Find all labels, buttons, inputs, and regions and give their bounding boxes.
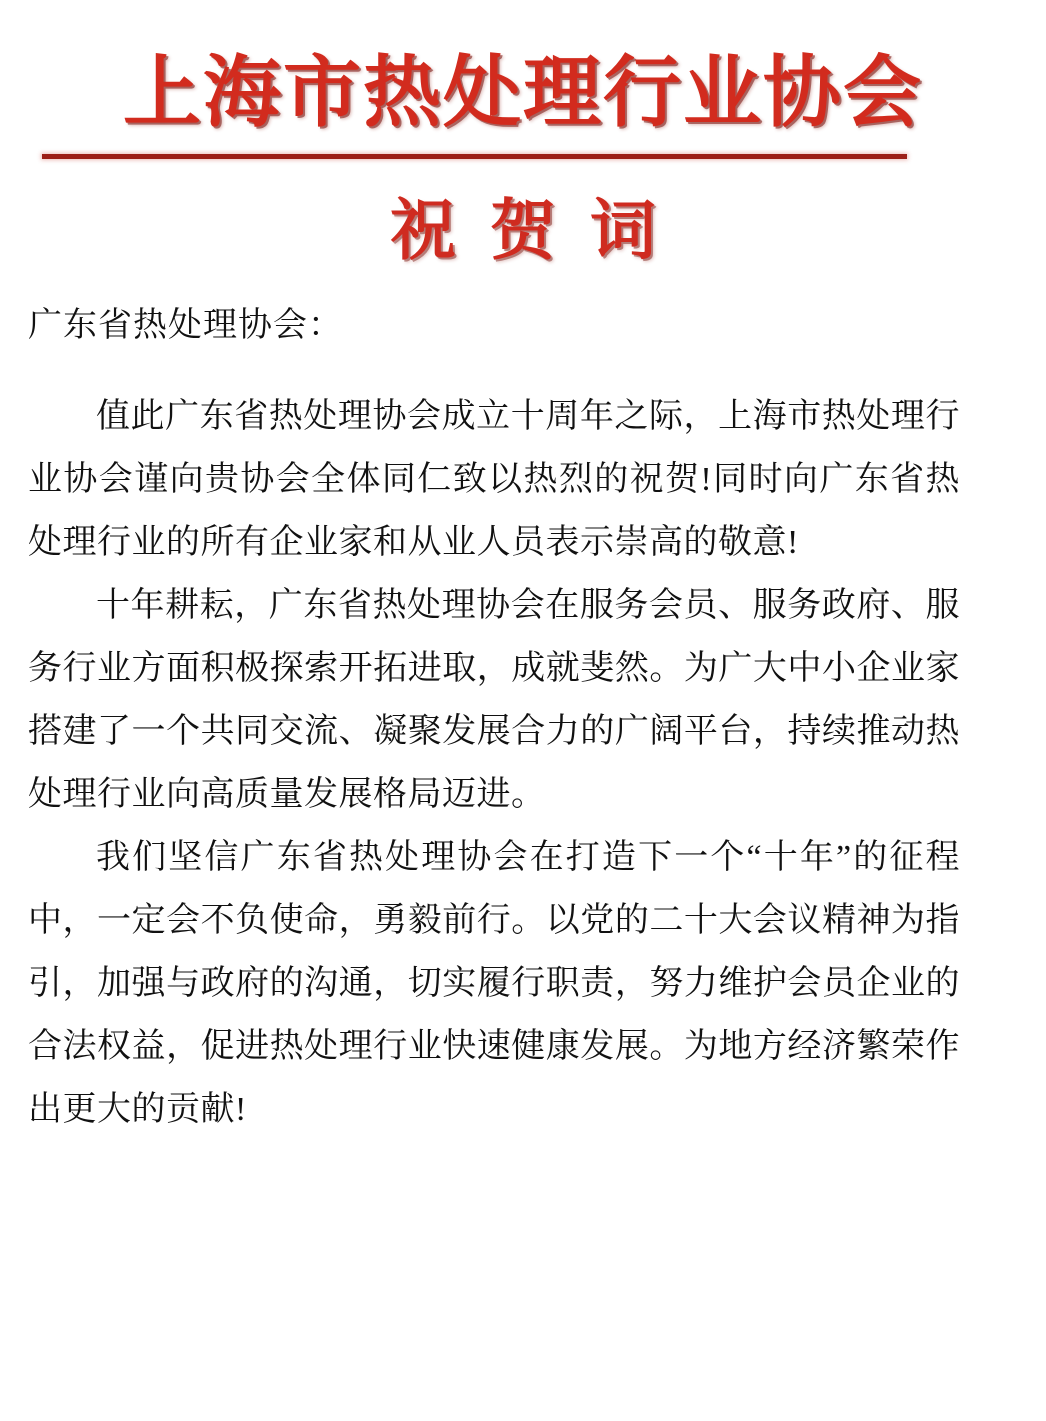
paragraph-1: 值此广东省热处理协会成立十周年之际，上海市热处理行业协会谨向贵协会全体同仁致以热烈的祝贺!同时向广东省热处理行业的所有企业家和从业人员表示崇高的敬意! — [28, 398, 960, 561]
salutation: 广东省热处理协会： — [28, 307, 343, 344]
letterhead — [0, 0, 1046, 175]
signature-block — [0, 1078, 1046, 1421]
page-title: 祝贺词 — [390, 195, 690, 268]
letterhead-organization-name: 上海市热处理行业协会 — [122, 48, 923, 136]
paragraph-2: 十年耕耘，广东省热处理协会在服务会员、服务政府、服务行业方面积极探索开拓进取，成就斐然。为广大中小企业家搭建了一个共同交流、凝聚发展合力的广阔平台，持续推动热处理行业向高质量发展格局迈进。 — [28, 587, 960, 813]
letter-body — [28, 294, 960, 1141]
letterhead-divider-rule — [42, 154, 907, 159]
paragraph-3: 我们坚信广东省热处理协会在打造下一个“十年”的征程中，一定会不负使命，勇毅前行。以党的二十大会议精神为指引，加强与政府的沟通，切实履行职责，努力维护会员企业的合法权益，促进热处理行业快速健康发展。为地方经济繁荣作出更大的贡献! — [28, 839, 960, 1128]
